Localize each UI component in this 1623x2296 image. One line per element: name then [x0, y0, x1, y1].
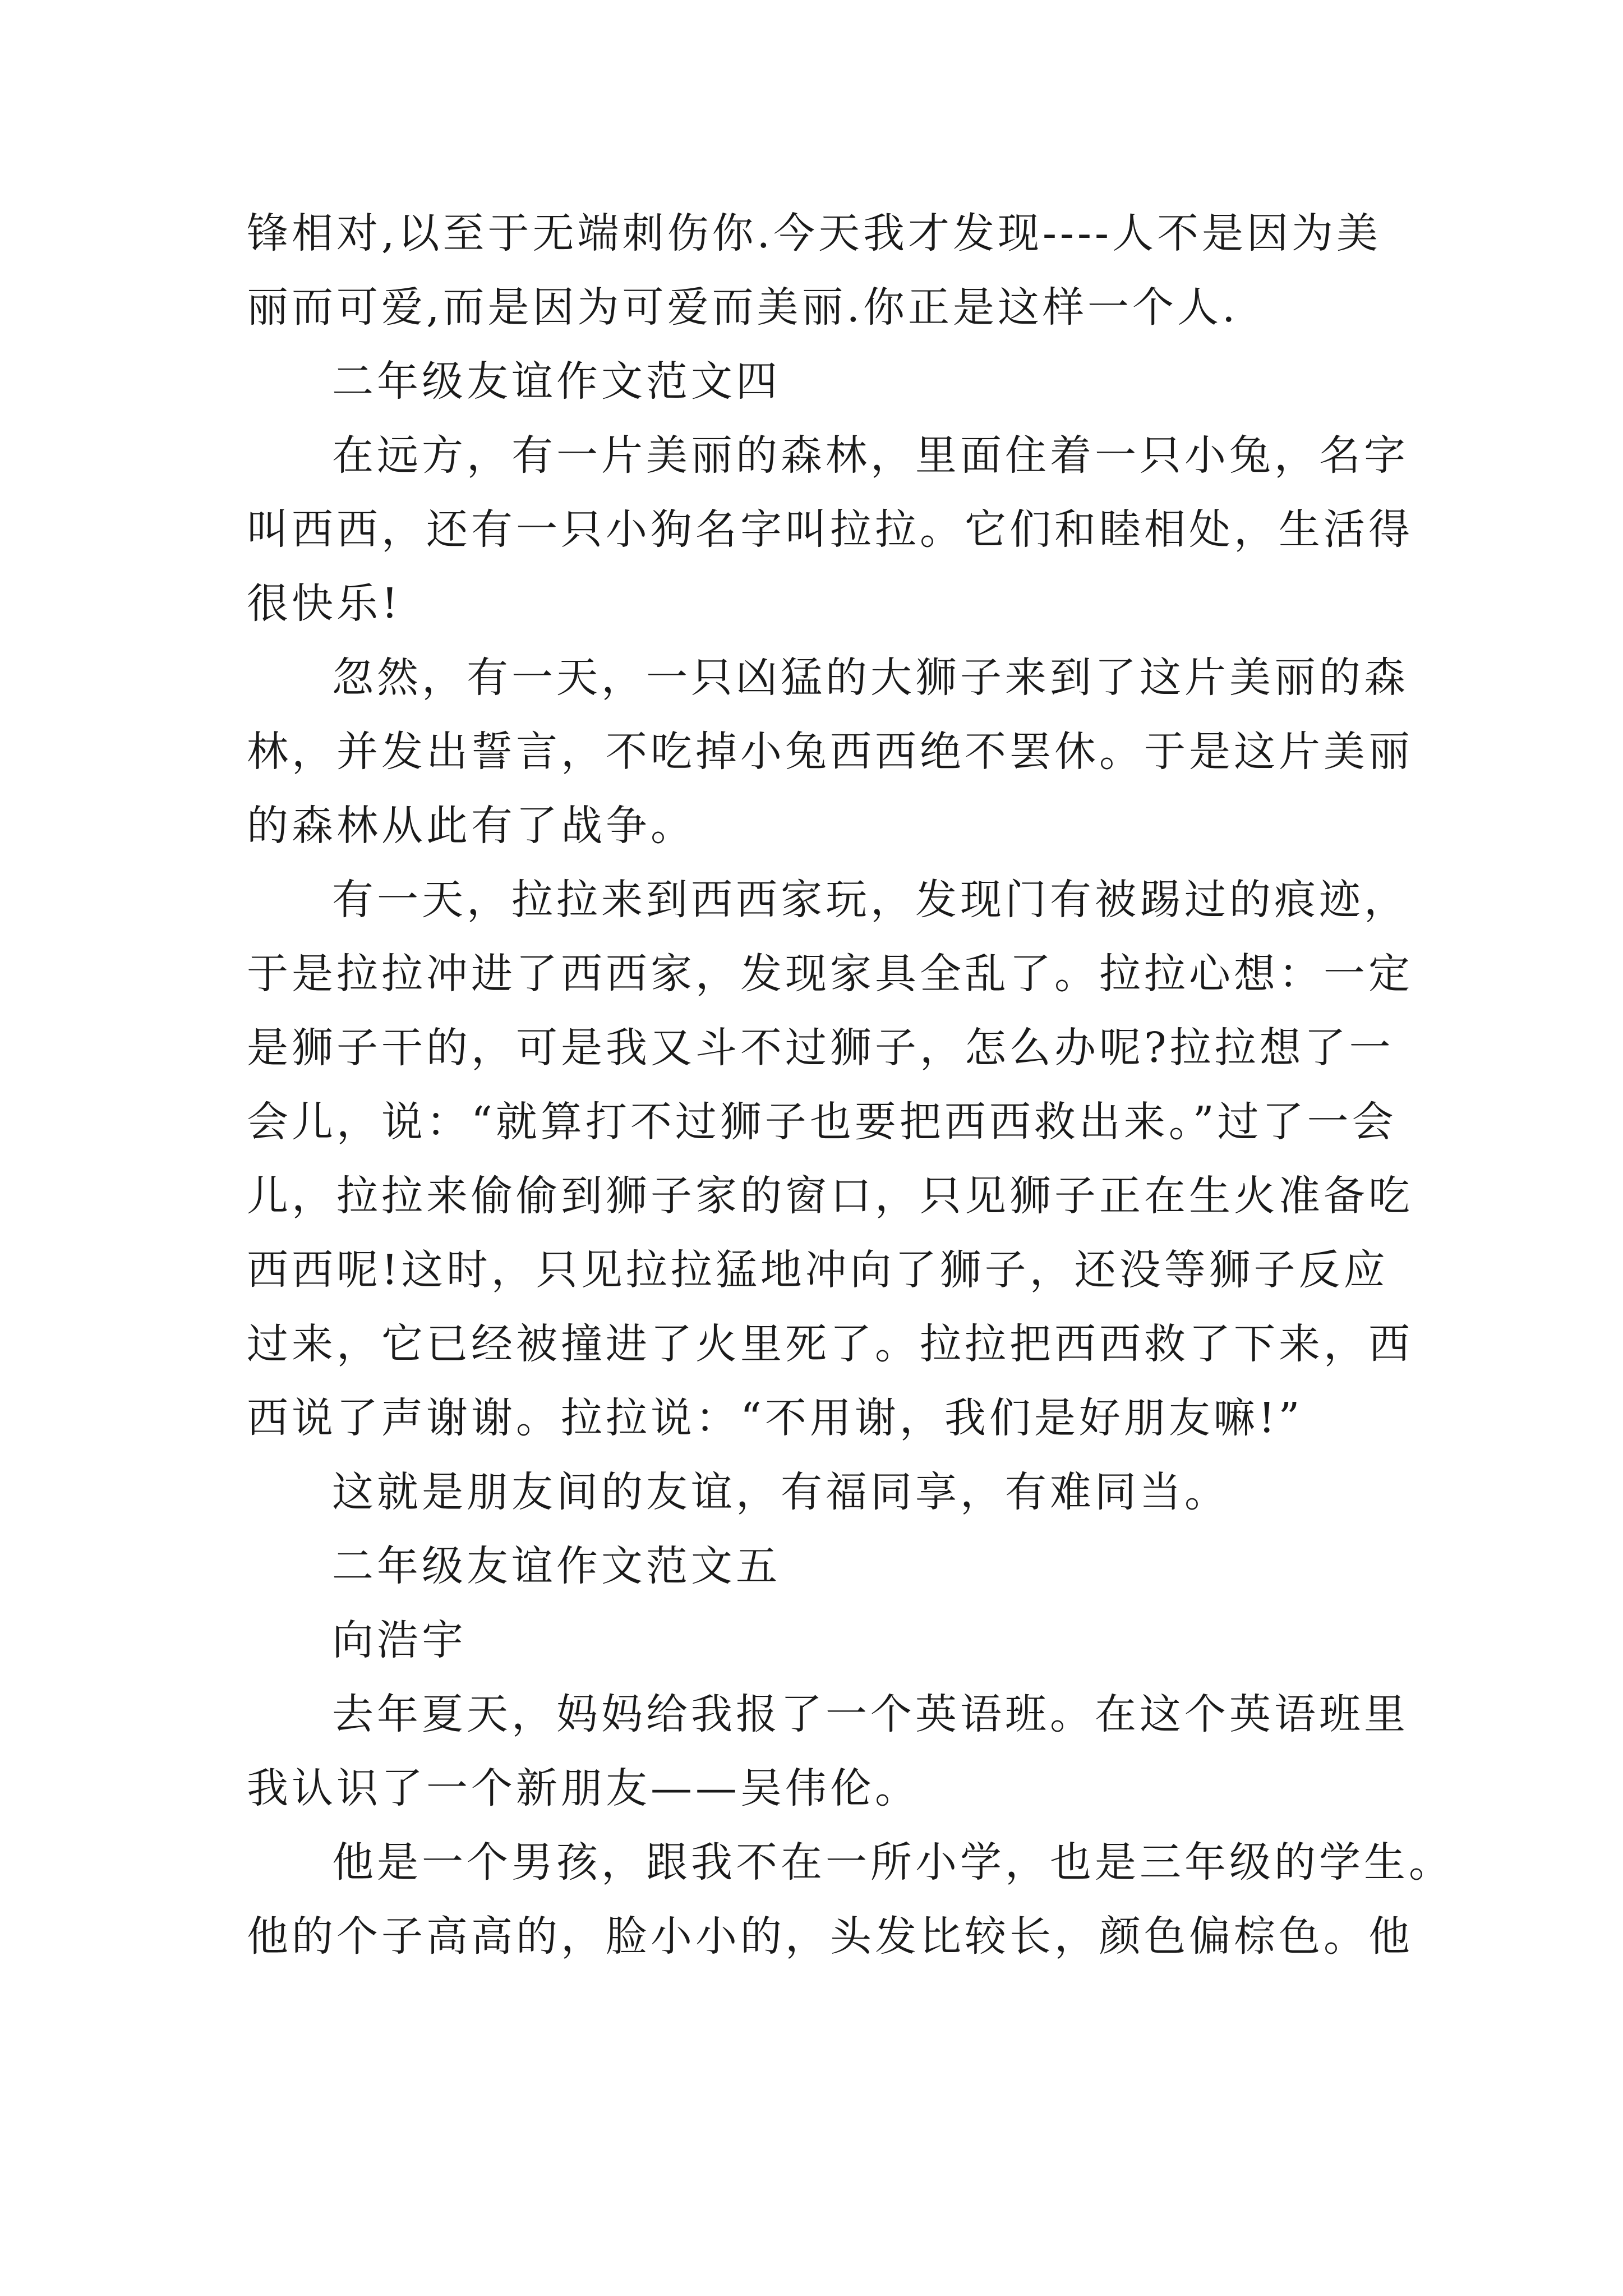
text-line: 忽然，有一天，一只凶猛的大狮子来到了这片美丽的森: [332, 654, 1409, 702]
author-name: 向浩宇: [332, 1616, 467, 1664]
text-line: 有一天，拉拉来到西西家玩，发现门有被踢过的痕迹，: [332, 876, 1409, 924]
text-line: 于是拉拉冲进了西西家，发现家具全乱了。拉拉心想：一定: [247, 950, 1413, 998]
text-line: 这就是朋友间的友谊，有福同享，有难同当。: [332, 1468, 1229, 1516]
text-line: 很快乐!: [247, 579, 402, 628]
text-line: 西说了声谢谢。拉拉说：“不用谢，我们是好朋友嘛!”: [247, 1394, 1303, 1442]
text-line: 我认识了一个新朋友——吴伟伦。: [247, 1764, 920, 1812]
text-line: 叫西西，还有一只小狗名字叫拉拉。它们和睦相处，生活得: [247, 505, 1413, 554]
text-line: 丽而可爱,而是因为可爱而美丽.你正是这样一个人.: [247, 283, 1239, 332]
text-line: 在远方，有一片美丽的森林，里面住着一只小兔，名字: [332, 431, 1409, 480]
text-line: 的森林从此有了战争。: [247, 802, 695, 850]
section-heading: 二年级友谊作文范文五: [332, 1542, 781, 1590]
text-line: 会儿，说：“就算打不过狮子也要把西西救出来。”过了一会: [247, 1098, 1397, 1146]
text-line: 过来，它已经被撞进了火里死了。拉拉把西西救了下来，西: [247, 1320, 1413, 1368]
text-line: 锋相对,以至于无端刺伤你.今天我才发现----人不是因为美: [247, 209, 1382, 257]
text-line: 他的个子高高的，脸小小的，头发比较长，颜色偏棕色。他: [247, 1912, 1413, 1961]
text-line: 他是一个男孩，跟我不在一所小学，也是三年级的学生。: [332, 1838, 1454, 1887]
text-line: 西西呢!这时，只见拉拉猛地冲向了狮子，还没等狮子反应: [247, 1246, 1389, 1294]
text-line: 去年夏天，妈妈给我报了一个英语班。在这个英语班里: [332, 1690, 1409, 1738]
essay-text: [247, 196, 1454, 1973]
section-heading: 二年级友谊作文范文四: [332, 357, 781, 406]
text-line: 是狮子干的，可是我又斗不过狮子，怎么办呢?拉拉想了一: [247, 1024, 1394, 1072]
text-line: 林，并发出誓言，不吃掉小兔西西绝不罢休。于是这片美丽: [247, 728, 1413, 776]
text-line: 儿，拉拉来偷偷到狮子家的窗口，只见狮子正在生火准备吃: [247, 1172, 1413, 1220]
